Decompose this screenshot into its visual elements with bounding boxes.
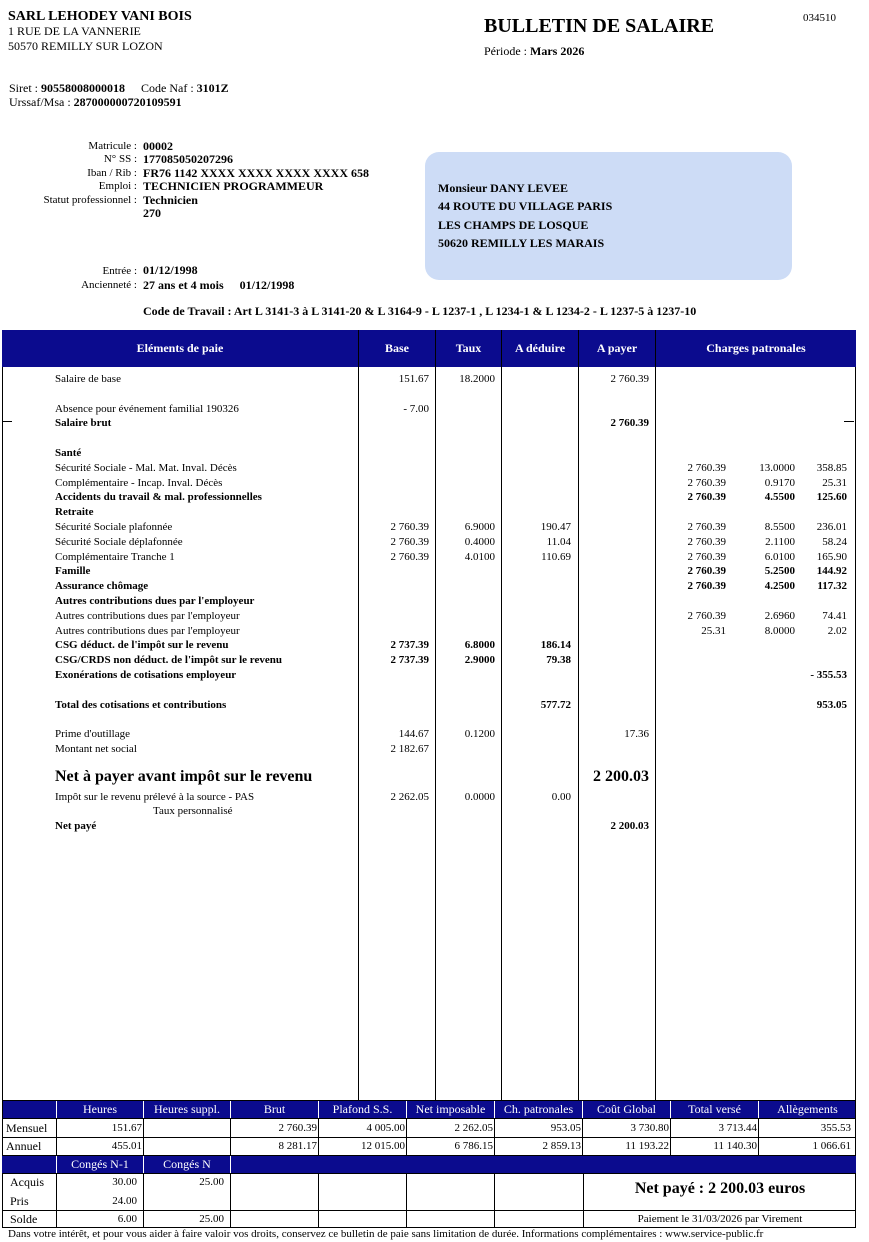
pay-line	[0, 461, 869, 476]
label-statut: Statut professionnel :	[43, 193, 137, 206]
naf-value: 3101Z	[196, 81, 229, 95]
iban: FR76 1142 XXXX XXXX XXXX XXXX 658	[143, 165, 369, 180]
line-label: Impôt sur le revenu prélevé à la source - PAS	[55, 790, 255, 803]
line-rate: 4.0100	[464, 550, 495, 563]
summary-header-blank	[2, 1101, 56, 1118]
urssaf-label: Urssaf/Msa :	[9, 95, 74, 109]
employer-base: 2 760.39	[687, 521, 726, 533]
line-label: Total des cotisations et contributions	[55, 698, 227, 711]
seniority-date: 01/12/1998	[239, 277, 295, 292]
line-base: 144.67	[398, 728, 429, 741]
pay-line	[0, 372, 869, 387]
summary-cell: 151.67	[111, 1122, 142, 1134]
label-emploi: Emploi :	[98, 180, 137, 193]
summary-cell: 2 760.39	[278, 1122, 317, 1134]
summary-header: Allègements	[759, 1101, 856, 1118]
line-base: 2 262.05	[390, 790, 429, 803]
pay-line	[0, 535, 869, 550]
line-rate: 0.4000	[464, 535, 495, 548]
summary-cell: 2 859.13	[542, 1140, 581, 1152]
entry-date: 01/12/1998	[143, 263, 198, 277]
urssaf-value: 287000000720109591	[73, 95, 182, 109]
line-label: CSG déduct. de l'impôt sur le revenu	[55, 639, 229, 652]
line-label: Santé	[55, 447, 82, 459]
pay-line	[0, 727, 869, 742]
pay-line	[0, 446, 869, 461]
line-base: 151.67	[398, 373, 429, 385]
line-payment: 2 760.39	[610, 373, 649, 385]
header-base: Base	[359, 330, 435, 367]
employer-base: 2 760.39	[687, 476, 726, 489]
line-label: Exonérations de cotisations employeur	[55, 669, 237, 681]
employer-rate: 4.5500	[764, 491, 795, 504]
line-deduction: 190.47	[540, 521, 571, 533]
payment-info: Paiement le 31/03/2026 par Virement	[637, 1213, 803, 1225]
line-payment: 2 760.39	[610, 417, 649, 430]
summary-cell: 3 730.80	[630, 1122, 669, 1134]
pay-line	[0, 387, 869, 402]
conges-n1: 24.00	[112, 1195, 137, 1207]
entry-values	[143, 263, 294, 292]
grid-line	[230, 1118, 231, 1155]
pay-line	[0, 594, 869, 609]
employer-amount: 125.60	[816, 491, 847, 504]
summary-cell: 455.01	[111, 1140, 142, 1152]
siret-value: 90558008000018	[41, 81, 125, 95]
pay-line	[0, 505, 869, 520]
header-taux: Taux	[436, 330, 501, 367]
line-deduction: 577.72	[540, 698, 571, 711]
line-base: - 7.00	[403, 402, 429, 415]
seniority: 27 ans et 4 mois	[143, 277, 224, 292]
pay-line	[0, 579, 869, 594]
employer-rate: 13.0000	[759, 461, 795, 474]
pay-line	[0, 402, 869, 417]
summary-header: Heures	[57, 1101, 143, 1118]
conges-header-blank	[231, 1156, 856, 1173]
label-anciennete: Ancienneté :	[81, 279, 137, 291]
line-rate: 18.2000	[459, 373, 495, 385]
pay-line	[0, 624, 869, 639]
summary-header: Net imposable	[407, 1101, 494, 1118]
summary-header: Coût Global	[583, 1101, 670, 1118]
pay-line	[0, 653, 869, 668]
grid-line	[494, 1173, 495, 1227]
line-base: 2 760.39	[390, 550, 429, 563]
line-label: Taux personnalisé	[153, 805, 233, 818]
pay-line	[0, 804, 869, 819]
pay-line	[0, 490, 869, 505]
pay-line	[0, 564, 869, 579]
line-label: Salaire brut	[55, 417, 112, 430]
summary-row-label: Annuel	[6, 1139, 42, 1153]
employer-base: 2 760.39	[687, 491, 726, 504]
period-label: Période :	[484, 44, 530, 58]
employer-amount: 165.90	[816, 550, 847, 563]
grid-line	[143, 1173, 144, 1227]
summary-cell: 3 713.44	[718, 1122, 757, 1134]
line-base: 2 737.39	[390, 639, 429, 652]
employer-base: 2 760.39	[687, 550, 726, 563]
pay-line	[0, 698, 869, 713]
employer-amount: 2.02	[827, 624, 847, 637]
conges-header: Congés N-1	[57, 1156, 143, 1173]
job-title: TECHNICIEN PROGRAMMEUR	[143, 179, 324, 194]
employer-amount: 358.85	[816, 461, 847, 474]
employee-labels	[10, 140, 137, 207]
summary-cell: 2 262.05	[454, 1122, 493, 1134]
employer-rate: 4.2500	[764, 580, 795, 593]
pay-line	[0, 609, 869, 624]
employer-amount: 117.32	[817, 580, 847, 593]
company-city: 50570 REMILLY SUR LOZON	[8, 38, 163, 53]
employer-base: 2 760.39	[687, 535, 726, 548]
period-value: Mars 2026	[530, 44, 585, 58]
net-before-tax-row	[0, 767, 869, 790]
line-deduction: 110.69	[541, 550, 571, 563]
conges-n1: 6.00	[117, 1213, 137, 1225]
employer-rate: 8.5500	[764, 521, 795, 533]
document-number: 034510	[803, 12, 836, 24]
summary-header: Heures suppl.	[144, 1101, 230, 1118]
grid-line	[56, 1173, 57, 1227]
grid-line	[406, 1173, 407, 1227]
employer-rate: 6.0100	[764, 550, 795, 563]
line-label: Autres contributions dues par l'employeur	[55, 609, 240, 622]
employee-address	[438, 179, 612, 252]
line-label: Absence pour événement familial 190326	[55, 402, 239, 415]
employer-amount: 74.41	[822, 609, 847, 622]
employer-amount: 953.05	[816, 698, 847, 711]
summary-header: Ch. patronales	[495, 1101, 582, 1118]
pay-line	[0, 790, 869, 805]
grid-line	[758, 1118, 759, 1155]
employer-amount: 58.24	[822, 535, 847, 548]
grid-line	[143, 1118, 144, 1155]
grid-line	[494, 1118, 495, 1155]
conges-n1: 30.00	[112, 1176, 137, 1188]
grid-line	[406, 1118, 407, 1155]
employee-values	[143, 140, 369, 220]
company-identifiers	[9, 81, 229, 109]
rule	[2, 1118, 856, 1119]
company-block	[8, 9, 192, 53]
period	[484, 44, 584, 59]
document-title: BULLETIN DE SALAIRE	[484, 15, 715, 37]
grid-line	[56, 1118, 57, 1155]
line-label: Accidents du travail & mal. professionnelles	[55, 491, 262, 504]
pay-line	[0, 431, 869, 446]
pay-line	[0, 668, 869, 683]
conges-n: 25.00	[199, 1176, 224, 1188]
conges-n: 25.00	[199, 1213, 224, 1225]
line-label: Autres contributions dues par l'employeur	[55, 624, 240, 637]
employer-amount: - 355.53	[810, 669, 847, 681]
label-nss: N° SS :	[103, 153, 137, 166]
grid-line	[670, 1118, 671, 1155]
pay-line	[0, 520, 869, 535]
conges-header-blank	[2, 1156, 56, 1173]
header-deduire: A déduire	[502, 330, 578, 367]
grid-line	[582, 1118, 583, 1155]
summary-cell: 953.05	[550, 1122, 581, 1134]
net-paid-total: Net payé : 2 200.03 euros	[634, 1180, 806, 1197]
footer-notice: Dans votre intérêt, et pour vous aider à faire valoir vos droits, conservez ce bulletin de paie sans limitation de durée. Informations complémentaires : www.service-public.fr	[8, 1228, 764, 1240]
label-iban: Iban / Rib :	[87, 166, 137, 179]
line-rate: 6.9000	[464, 521, 495, 533]
line-label: Retraite	[55, 506, 94, 519]
line-label: Complémentaire Tranche 1	[55, 550, 175, 563]
address-line: 44 ROUTE DU VILLAGE PARIS	[438, 199, 613, 214]
net-before-tax-value: 2 200.03	[593, 767, 649, 785]
summary-cell: 1 066.61	[812, 1140, 851, 1152]
header-payer: A payer	[579, 330, 655, 367]
employer-base: 2 760.39	[687, 609, 726, 622]
summary-cell: 8 281.17	[278, 1140, 317, 1152]
line-deduction: 0.00	[551, 790, 571, 803]
conges-label: Pris	[10, 1194, 29, 1208]
pay-line	[0, 476, 869, 491]
line-rate: 2.9000	[464, 654, 495, 667]
summary-cell: 6 786.15	[454, 1140, 493, 1152]
line-label: Sécurité Sociale plafonnée	[55, 521, 173, 533]
line-label: Net payé	[55, 820, 97, 833]
rule	[584, 1173, 856, 1174]
naf-label: Code Naf :	[141, 81, 197, 95]
employer-base: 2 760.39	[687, 565, 726, 578]
line-base: 2 760.39	[390, 535, 429, 548]
employer-rate: 8.0000	[764, 624, 795, 637]
entry-labels	[10, 264, 137, 292]
line-rate: 6.8000	[464, 639, 495, 652]
address-line: LES CHAMPS DE LOSQUE	[438, 217, 589, 232]
employer-rate: 5.2500	[764, 565, 795, 578]
pay-line	[0, 712, 869, 727]
pay-line	[0, 550, 869, 565]
employer-rate: 0.9170	[764, 476, 795, 489]
company-name: SARL LEHODEY VANI BOIS	[8, 9, 192, 24]
summary-header: Brut	[231, 1101, 318, 1118]
address-line: 50620 REMILLY LES MARAIS	[438, 235, 605, 250]
employer-base: 25.31	[701, 624, 726, 637]
line-rate: 0.1200	[464, 728, 495, 741]
pay-line	[0, 683, 869, 698]
code-travail: Code de Travail : Art L 3141-3 à L 3141-20 & L 3164-9 - L 1237-1 , L 1234-1 & L 1234-2 - L 1237-5 à 1237-10	[143, 304, 697, 318]
label-entree: Entrée :	[102, 265, 137, 277]
line-base: 2 760.39	[390, 521, 429, 533]
summary-header: Plafond S.S.	[319, 1101, 406, 1118]
line-label: Montant net social	[55, 743, 137, 755]
employer-amount: 236.01	[816, 521, 847, 533]
grid-line	[230, 1173, 231, 1227]
address-line: Monsieur DANY LEVEE	[438, 181, 569, 195]
pay-line	[0, 819, 869, 834]
line-rate: 0.0000	[464, 790, 495, 803]
line-label: CSG/CRDS non déduct. de l'impôt sur le revenu	[55, 654, 282, 667]
summary-cell: 4 005.00	[366, 1122, 405, 1134]
line-label: Assurance chômage	[55, 580, 149, 593]
line-label: Salaire de base	[55, 373, 121, 385]
header-charges: Charges patronales	[656, 330, 856, 367]
summary-cell: 11 193.22	[625, 1140, 669, 1152]
rule	[2, 1210, 856, 1211]
employer-rate: 2.6960	[764, 609, 795, 622]
summary-cell: 12 015.00	[361, 1140, 405, 1152]
label-matricule: Matricule :	[88, 140, 137, 152]
line-label: Autres contributions dues par l'employeur	[55, 595, 255, 607]
line-label: Sécurité Sociale déplafonnée	[55, 535, 183, 548]
summary-header: Total versé	[671, 1101, 758, 1118]
line-deduction: 11.04	[546, 535, 571, 548]
conges-header: Congés N	[144, 1156, 230, 1173]
summary-cell: 11 140.30	[713, 1140, 757, 1152]
line-payment: 2 200.03	[610, 820, 649, 833]
line-label: Complémentaire - Incap. Inval. Décès	[55, 476, 223, 489]
siret-label: Siret :	[9, 81, 41, 95]
coefficient: 270	[143, 206, 161, 221]
employer-rate: 2.1100	[765, 535, 795, 548]
line-base: 2 737.39	[390, 654, 429, 667]
header-elements: Eléments de paie	[2, 330, 358, 367]
conges-label: Solde	[10, 1212, 38, 1226]
social-security-number: 177085050207296	[143, 152, 233, 167]
pay-line	[0, 742, 869, 757]
employer-base: 2 760.39	[687, 580, 726, 593]
grid-line	[318, 1173, 319, 1227]
pay-line	[0, 416, 869, 431]
line-payment: 17.36	[624, 728, 649, 741]
line-base: 2 182.67	[390, 743, 429, 755]
line-label: Sécurité Sociale - Mal. Mat. Inval. Décès	[55, 461, 237, 474]
summary-row-label: Mensuel	[6, 1121, 48, 1135]
company-street: 1 RUE DE LA VANNERIE	[8, 24, 141, 38]
conges-label: Acquis	[10, 1175, 44, 1189]
line-label: Famille	[55, 565, 91, 578]
rule	[2, 1137, 856, 1138]
net-before-tax-label: Net à payer avant impôt sur le revenu	[55, 767, 313, 785]
line-label: Prime d'outillage	[55, 728, 130, 741]
employer-base: 2 760.39	[687, 461, 726, 474]
employer-amount: 25.31	[822, 476, 847, 489]
pay-line	[0, 638, 869, 653]
line-deduction: 79.38	[546, 654, 571, 667]
employer-amount: 144.92	[816, 565, 847, 578]
summary-cell: 355.53	[820, 1122, 851, 1134]
matricule: 00002	[143, 139, 173, 153]
line-deduction: 186.14	[540, 639, 571, 652]
grid-line	[318, 1118, 319, 1155]
status: Technicien	[143, 192, 198, 207]
